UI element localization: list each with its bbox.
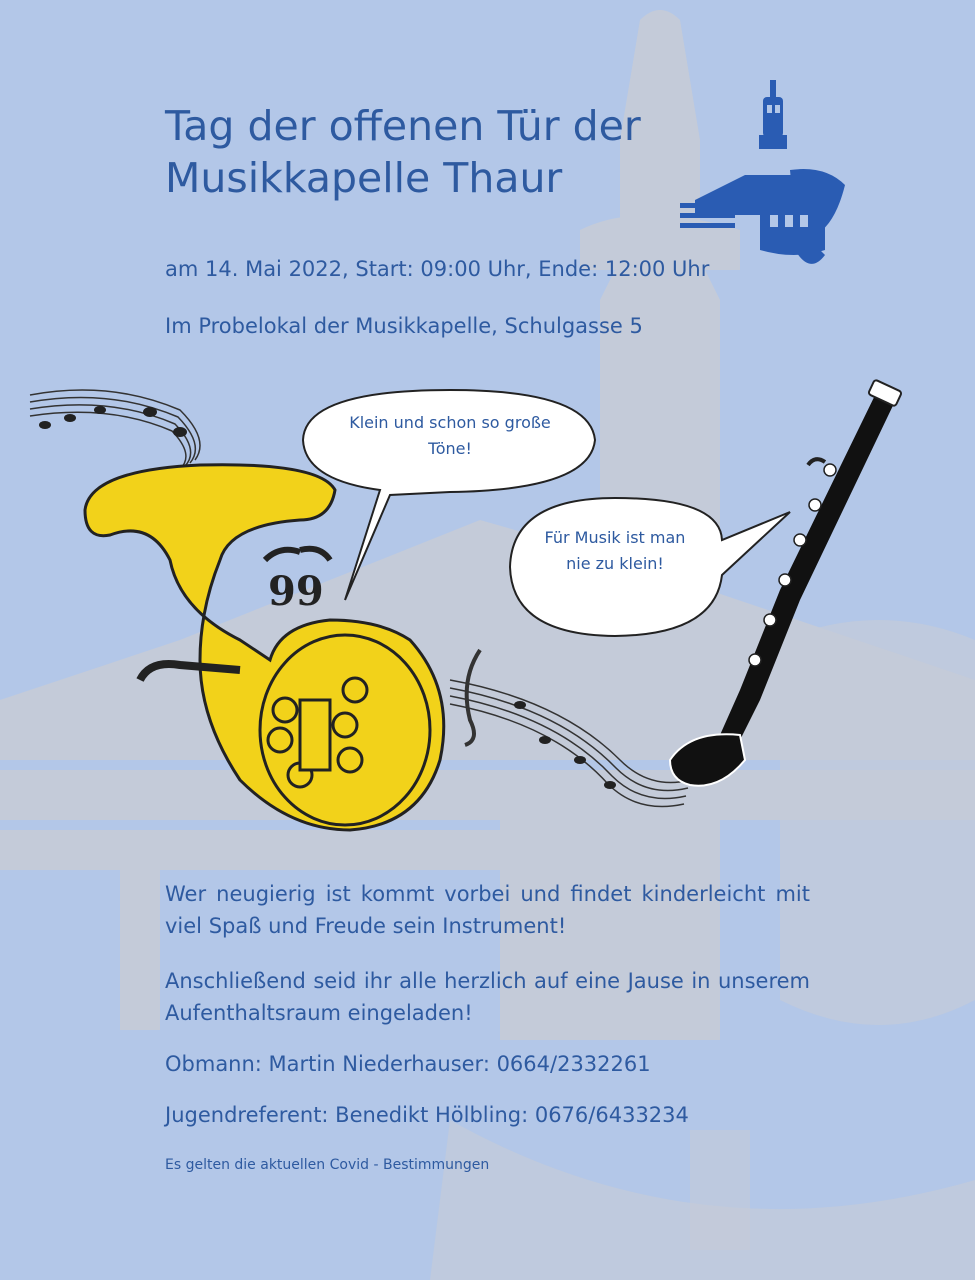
chair-contact: Obmann: Martin Niederhauser: 0664/2332261 <box>165 1052 651 1076</box>
tuba-speech-text: Klein und schon so große Töne! <box>349 413 551 458</box>
youth-contact: Jugendreferent: Benedikt Hölbling: 0676/6433234 <box>165 1103 689 1127</box>
event-date: am 14. Mai 2022, Start: 09:00 Uhr, Ende: 12:00 Uhr <box>165 257 710 281</box>
covid-note: Es gelten die aktuellen Covid - Bestimmungen <box>165 1157 490 1173</box>
invitation-paragraph: Wer neugierig ist kommt vorbei und findet kinderleicht mit viel Spaß und Freude sein Instrument! <box>165 882 810 938</box>
clarinet-speech-text: Für Musik ist man nie zu klein! <box>544 528 686 573</box>
page-title: Tag der offenen Tür der Musikkapelle Thaur <box>165 102 641 202</box>
tuba-illustration <box>85 465 444 830</box>
event-location: Im Probelokal der Musikkapelle, Schulgasse 5 <box>165 314 643 338</box>
snack-paragraph: Anschließend seid ihr alle herzlich auf eine Jause in unserem Aufenthaltsraum eingeladen! <box>165 969 810 1025</box>
svg-text:99: 99 <box>268 568 324 615</box>
